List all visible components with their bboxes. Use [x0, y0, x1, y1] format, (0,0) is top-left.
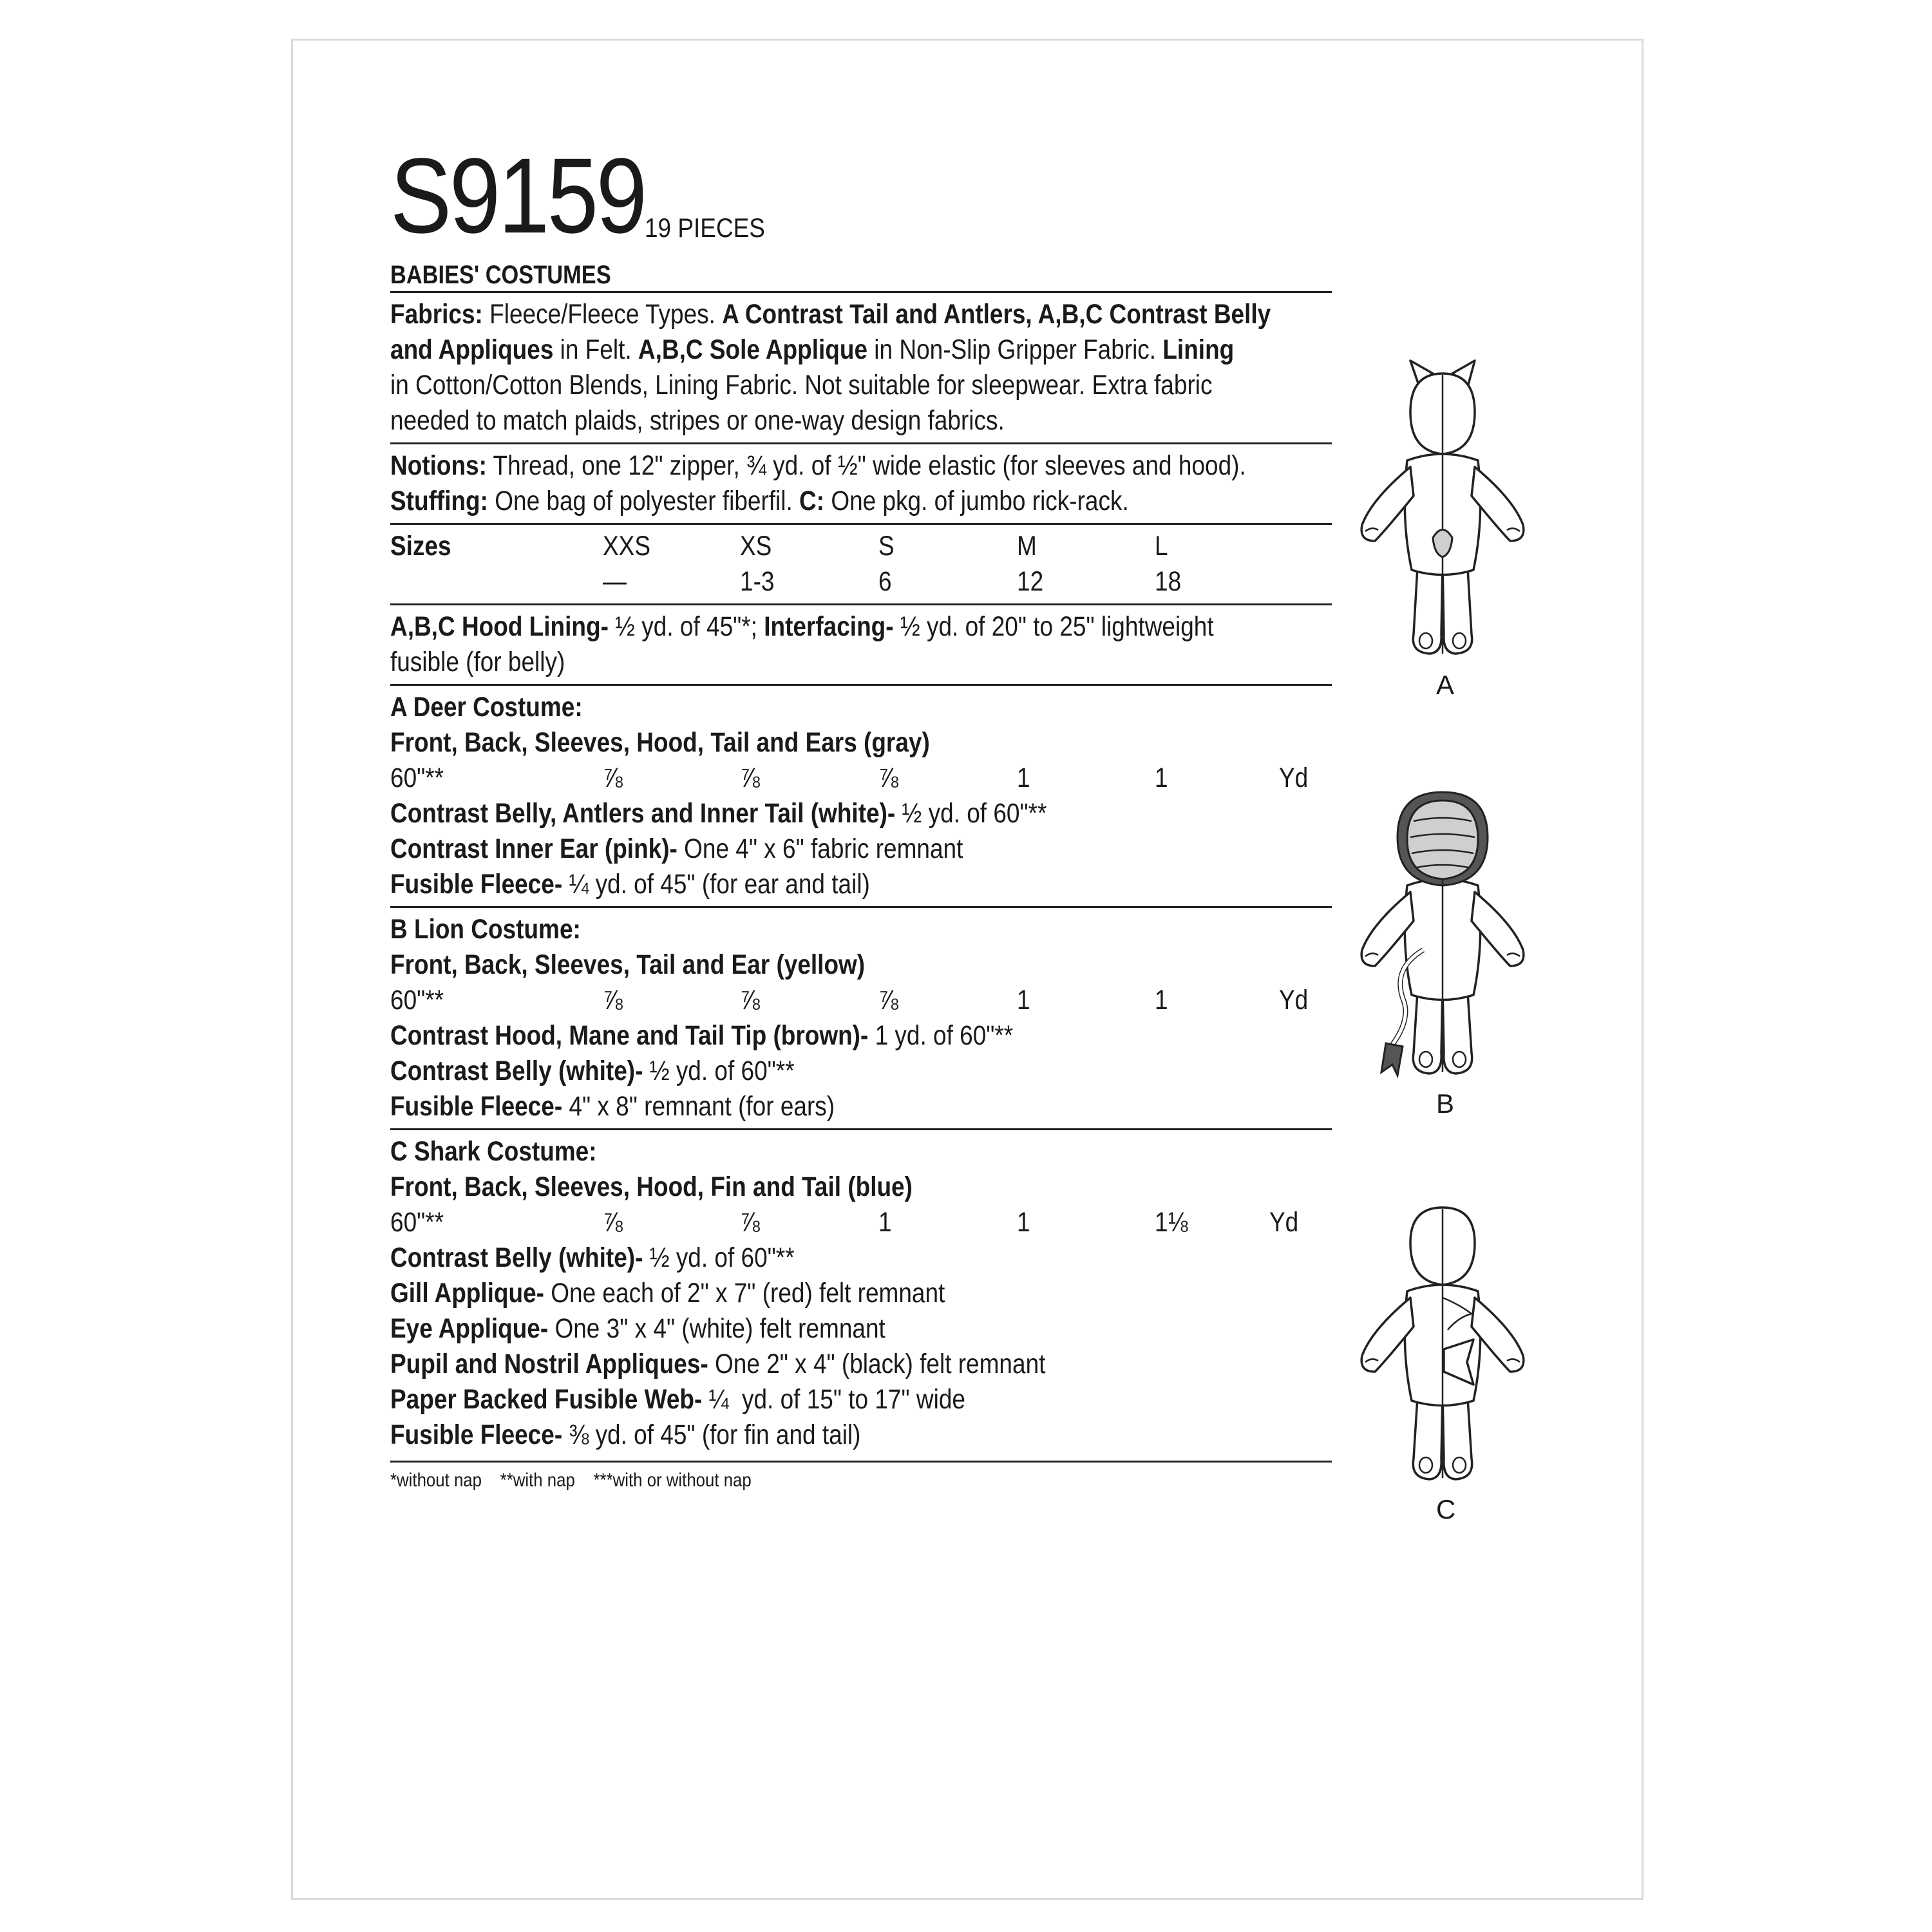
size-number: —: [603, 566, 627, 597]
fabrics-label: Fabrics:: [390, 299, 483, 330]
deer-section: A Deer Costume: Front, Back, Sleeves, Hood, Tail and Ears (gray) 60"** ⅞ ⅞ ⅞ 1 1 Yd Contrast Belly, Antlers and Inner Tail (white)- ½ yd. of 60"** Contrast Inner Ear (pink)- One 4" x 6" fabric remnant Fusible Fleece- ¼ yd. of 45" (for ear and tail): [390, 686, 1332, 906]
piece-count: 19 PIECES: [645, 213, 765, 243]
shark-title: C Shark Costume:: [390, 1136, 597, 1167]
title-row: [390, 137, 1332, 256]
size-number: 12: [1017, 566, 1044, 597]
lion-section: B Lion Costume: Front, Back, Sleeves, Tail and Ear (yellow) 60"** ⅞ ⅞ ⅞ 1 1 Yd Contrast Hood, Mane and Tail Tip (brown)- 1 yd. of 60"** Contrast Belly (white)- ½ yd. of 60"** Fusible Fleece- 4" x 8" remnant (for ears): [390, 908, 1332, 1128]
notions-section: Notions: Thread, one 12" zipper, ¾ yd. of ½" wide elastic (for sleeves and hood). Stuffing: One bag of polyester fiberfil. C: One pkg. of jumbo rick-rack.: [390, 450, 1246, 516]
figure-label-a: A: [1436, 670, 1455, 700]
size-letter: L: [1155, 531, 1168, 562]
shark-costume-illustration: [1346, 1201, 1539, 1491]
hood-lining-section: A,B,C Hood Lining- ½ yd. of 45"*; Interfacing- ½ yd. of 20" to 25" lightweight fusible (for belly): [390, 611, 1214, 677]
sizes-table-header: [390, 525, 1332, 603]
lion-title: B Lion Costume:: [390, 914, 581, 945]
size-letter: S: [878, 531, 895, 562]
deer-costume-illustration: [1346, 357, 1539, 673]
size-letter: M: [1017, 531, 1037, 562]
shark-yardage-row: 60"** ⅞ ⅞ 1 1 1⅛ Yd: [390, 1207, 1299, 1238]
lion-costume-illustration: [1346, 789, 1539, 1092]
pattern-info: [390, 138, 1332, 1493]
shark-section: C Shark Costume: Front, Back, Sleeves, Hood, Fin and Tail (blue) 60"** ⅞ ⅞ 1 1 1⅛ Yd Contrast Belly (white)- ½ yd. of 60"** Gill Applique- One each of 2" x 7" (red) felt remnant Eye Applique- One 3" x 4" (white) felt remnant Pupil and Nostril Appliques- One 2" x 4" (black) felt remnant Paper Backed Fusible Web- ¼ yd. of 15" to 17" wide Fusible Fleece- ⅜ yd. of 45" (for fin and tail): [390, 1130, 1332, 1457]
size-number: 18: [1155, 566, 1182, 597]
pattern-subtitle: BABIES' COSTUMES: [390, 261, 611, 289]
footnote: *without nap **with nap ***with or without nap: [390, 1470, 752, 1491]
size-number: 6: [878, 566, 892, 597]
notions-label: Notions:: [390, 450, 487, 481]
size-number: 1-3: [740, 566, 775, 597]
sizes-label: Sizes: [390, 531, 451, 562]
figure-label-b: B: [1436, 1088, 1455, 1119]
pattern-number: S9159: [390, 137, 645, 256]
deer-yardage-row: 60"** ⅞ ⅞ ⅞ 1 1 Yd: [390, 762, 1309, 793]
stuffing-label: Stuffing:: [390, 486, 488, 516]
size-letter: XXS: [603, 531, 651, 562]
size-letter: XS: [740, 531, 772, 562]
fabrics-section: Fabrics: Fleece/Fleece Types. A Contrast Tail and Antlers, A,B,C Contrast Belly and Appliques in Felt. A,B,C Sole Applique in Non-Slip Gripper Fabric. Lining in Cotton/Cotton Blends, Lining Fabric. Not suitable for sleepwear. Extra fabric needed to match plaids, stripes or one-way design fabrics.: [390, 299, 1271, 436]
deer-title: A Deer Costume:: [390, 692, 583, 723]
lion-yardage-row: 60"** ⅞ ⅞ ⅞ 1 1 Yd: [390, 985, 1309, 1016]
divider: [390, 1461, 1332, 1463]
figure-label-c: C: [1436, 1494, 1456, 1524]
